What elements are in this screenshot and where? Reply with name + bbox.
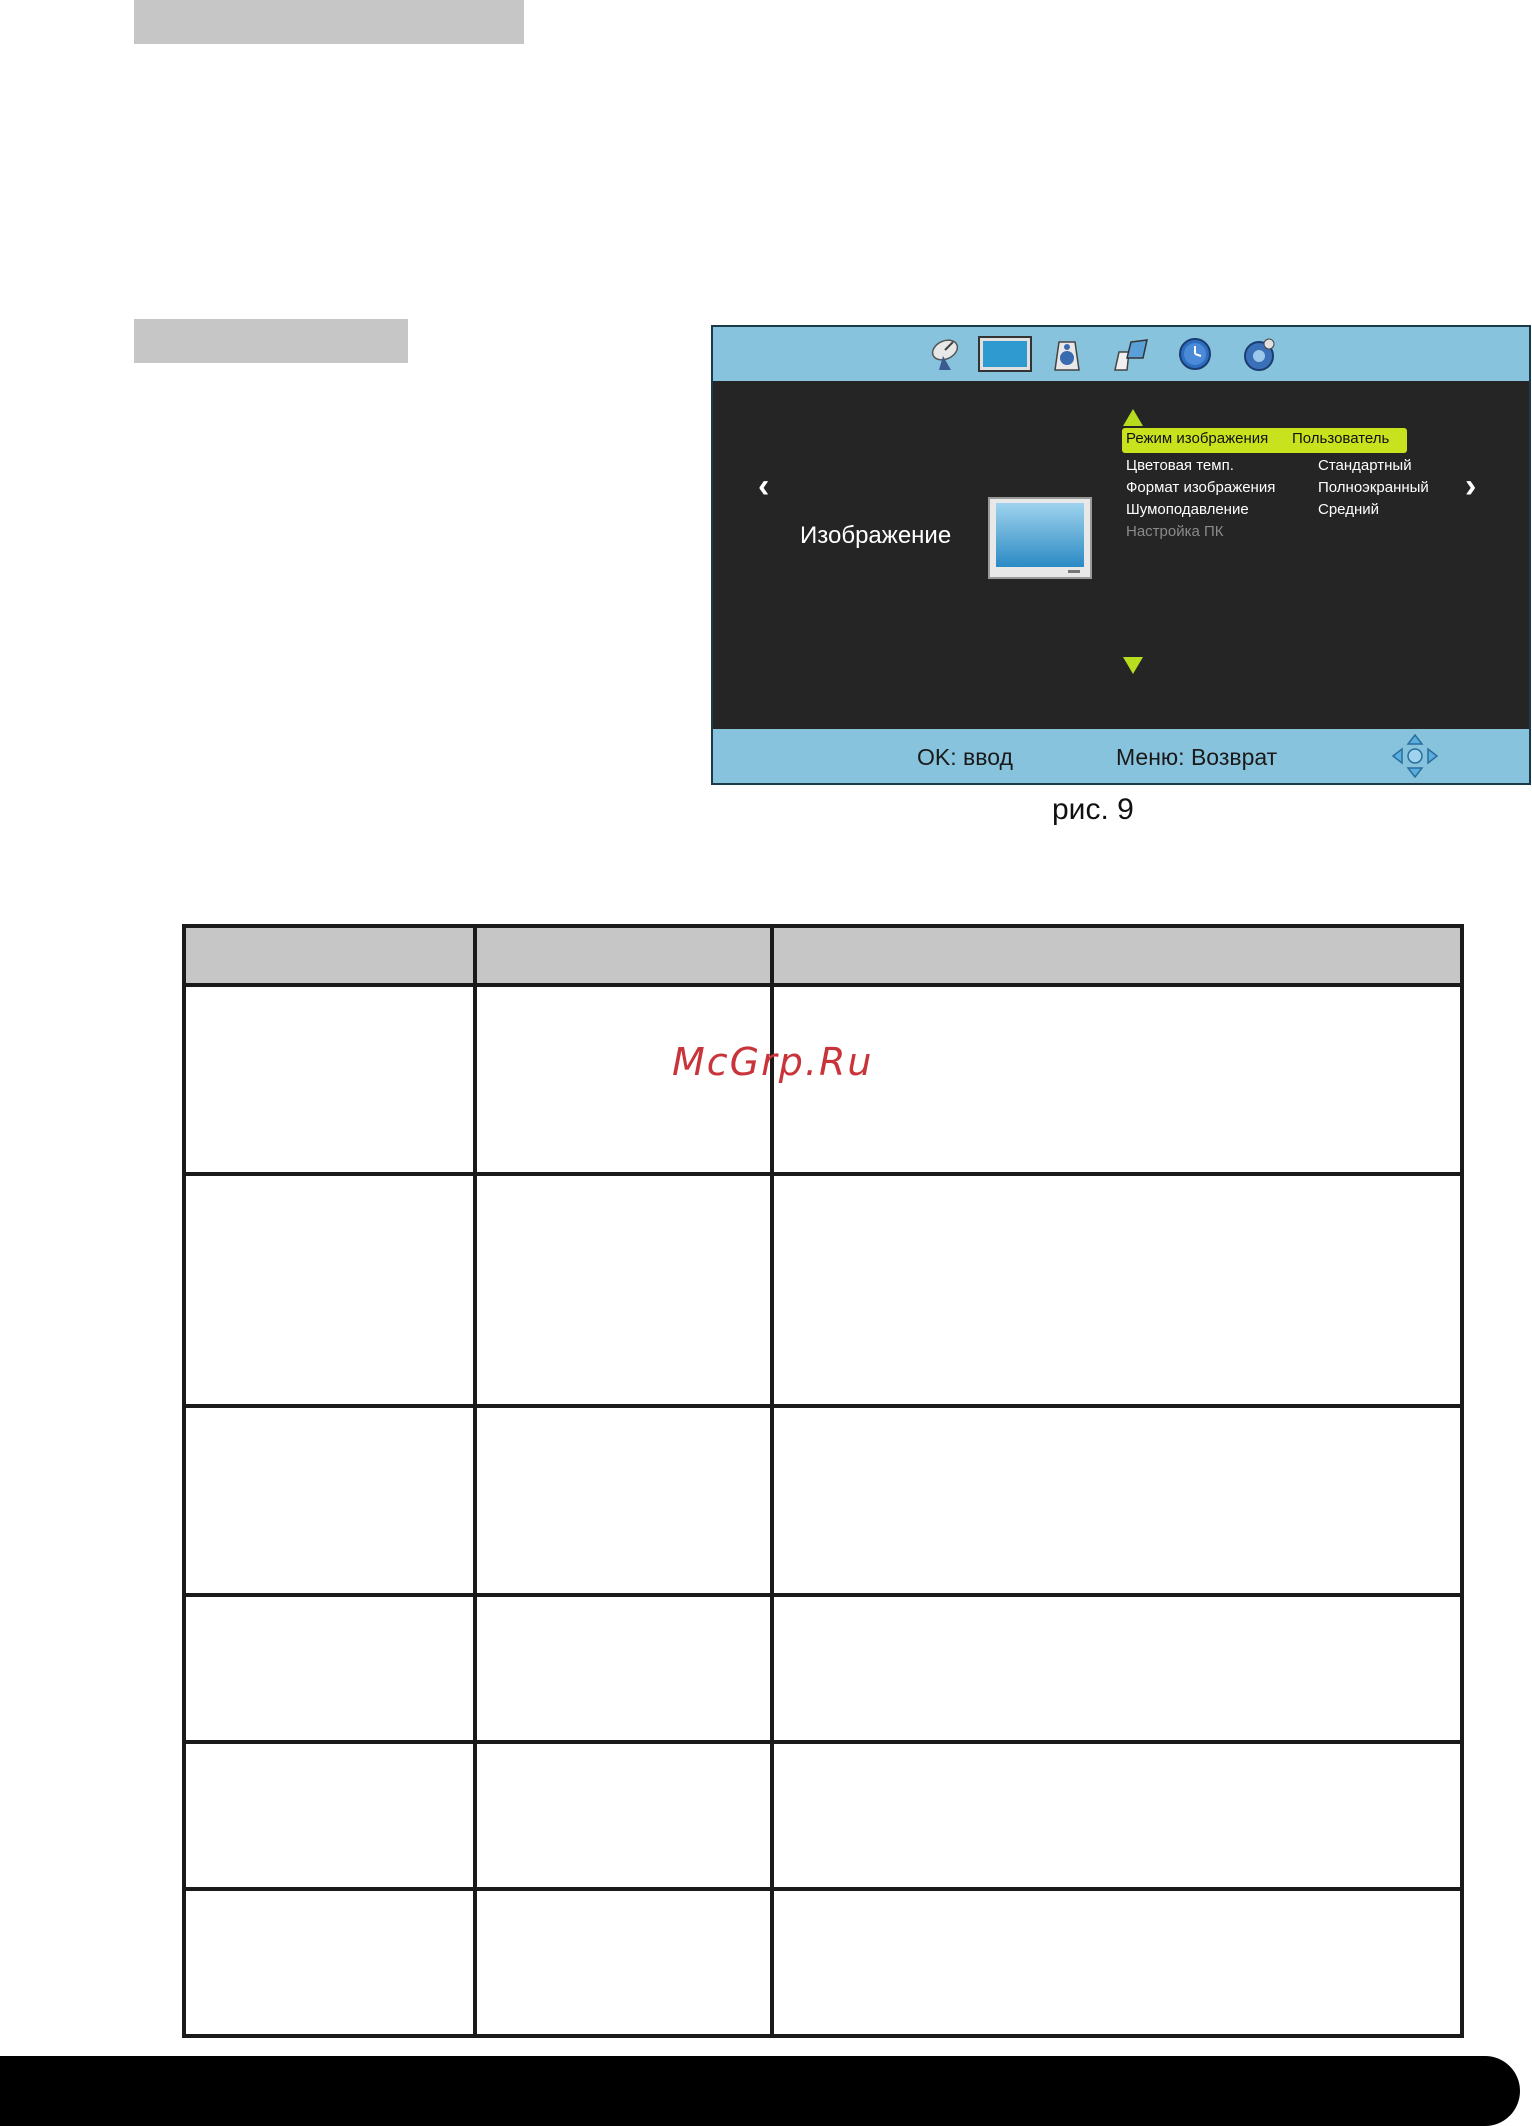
- setup-icon[interactable]: [1241, 336, 1281, 372]
- menu-item-label: Формат изображения: [1126, 479, 1276, 496]
- table-cell: [475, 1174, 772, 1406]
- table-cell: [184, 1742, 475, 1889]
- hint-ok: OK: ввод: [917, 744, 1013, 770]
- menu-item-label: Цветовая темп.: [1126, 457, 1234, 474]
- table-row: [184, 1742, 1462, 1889]
- menu-item-value: Полноэкранный: [1318, 479, 1429, 496]
- osd-section-title: Изображение: [800, 522, 952, 549]
- table-cell: [475, 1406, 772, 1595]
- satellite-dish-icon[interactable]: [927, 336, 967, 372]
- table-cell: [772, 1742, 1462, 1889]
- table-cell: [772, 1174, 1462, 1406]
- figure-caption: рис. 9: [1052, 793, 1134, 826]
- direction-pad-icon: [1391, 733, 1439, 779]
- table-row: [184, 1595, 1462, 1742]
- table-header-cell: [475, 926, 772, 985]
- table-cell: [184, 1595, 475, 1742]
- table-cell: [772, 1595, 1462, 1742]
- osd-menu-list: [1122, 428, 1429, 543]
- table-header-cell: [772, 926, 1462, 985]
- heading-bar-2: [134, 319, 408, 363]
- tv-osd-screenshot: [711, 325, 1531, 785]
- menu-item-noise-reduction[interactable]: [1122, 499, 1422, 521]
- table-cell: [184, 1889, 475, 2036]
- picture-icon[interactable]: [978, 336, 1032, 372]
- menu-item-picture-mode[interactable]: [1122, 428, 1407, 453]
- table-cell: [475, 1889, 772, 2036]
- sound-icon[interactable]: [1047, 336, 1087, 372]
- watermark: McGrp.Ru: [672, 1040, 874, 1084]
- page-footer-bar: [0, 2056, 1520, 2126]
- clock-icon[interactable]: [1175, 336, 1215, 372]
- menu-item-label: Настройка ПК: [1126, 523, 1224, 540]
- menu-item-value: Пользователь: [1292, 430, 1390, 447]
- heading-bar-1: [134, 0, 524, 44]
- osd-nav-right-button[interactable]: ›: [1465, 467, 1477, 505]
- menu-item-value: Стандартный: [1318, 457, 1412, 474]
- menu-item-label: Шумоподавление: [1126, 501, 1249, 518]
- table-cell: [184, 1406, 475, 1595]
- osd-tab-bar: [713, 327, 1529, 381]
- table-row: [184, 1406, 1462, 1595]
- menu-item-aspect-ratio[interactable]: [1122, 477, 1429, 499]
- tv-picture-icon: [988, 497, 1092, 579]
- table-cell: [184, 985, 475, 1174]
- table-cell: [772, 1889, 1462, 2036]
- table-cell: [772, 1406, 1462, 1595]
- menu-item-color-temp[interactable]: [1122, 455, 1422, 477]
- table-header-cell: [184, 926, 475, 985]
- settings-table: [182, 924, 1464, 2038]
- table-header-row: [184, 926, 1462, 985]
- osd-hint-bar: [713, 729, 1529, 783]
- table-cell: [475, 1595, 772, 1742]
- scroll-up-arrow-icon[interactable]: [1123, 409, 1143, 426]
- scroll-down-arrow-icon[interactable]: [1123, 657, 1143, 674]
- table-cell: [772, 985, 1462, 1174]
- channel-icon[interactable]: [1111, 336, 1151, 372]
- hint-menu-back: Меню: Возврат: [1116, 744, 1278, 770]
- menu-item-label: Режим изображения: [1126, 430, 1269, 447]
- osd-nav-left-button[interactable]: ‹: [758, 467, 770, 505]
- table-cell: [184, 1174, 475, 1406]
- table-row: [184, 1174, 1462, 1406]
- table-row: [184, 1889, 1462, 2036]
- menu-item-value: Средний: [1318, 501, 1379, 518]
- menu-item-pc-setup: [1122, 521, 1422, 543]
- table-cell: [475, 1742, 772, 1889]
